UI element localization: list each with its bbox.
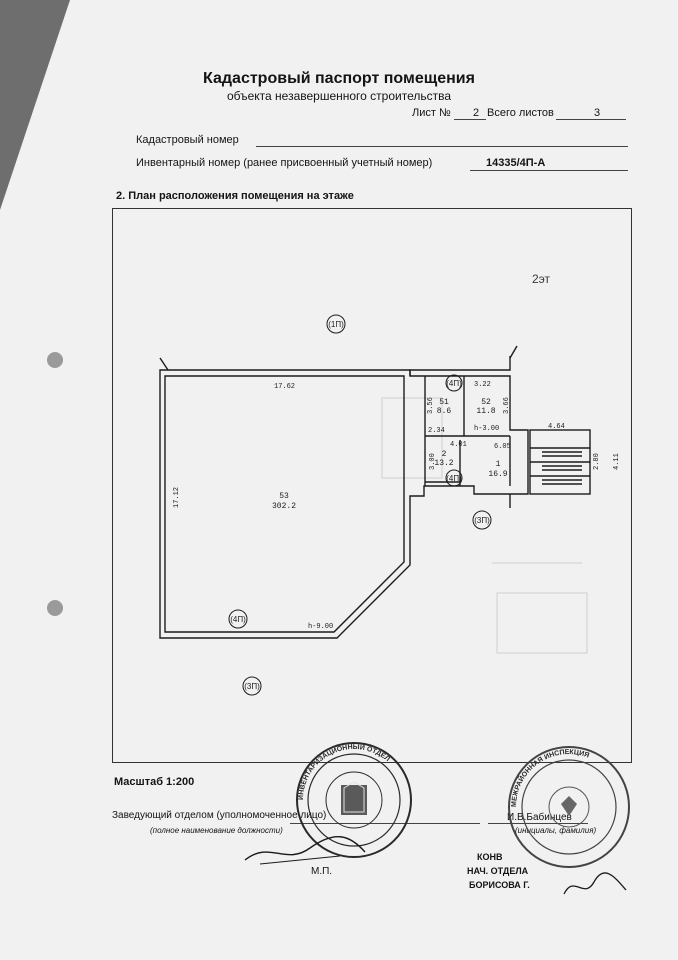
room-number: 2: [441, 450, 447, 459]
section-heading: 2. План расположения помещения на этаже: [116, 190, 354, 202]
dimension-label: 4.11: [613, 453, 621, 470]
dimension-label: 3.00: [429, 453, 437, 470]
floor-plan-frame: [112, 208, 632, 763]
inventory-hint: (ранее присвоенный учетный номер): [243, 157, 433, 169]
cadastral-label: Кадастровый номер: [136, 134, 239, 146]
stamp-text-3: БОРИСОВА Г.: [469, 880, 530, 890]
punch-hole: [47, 352, 63, 368]
head-label: Заведующий отделом (уполномоченное лицо): [112, 810, 327, 821]
seal-text: ИНВЕНТАРИЗАЦИОННЫЙ ОТДЕЛ: [297, 743, 391, 801]
stamp-text-1: КОНВ: [477, 852, 503, 862]
dimension-label: 2.80: [593, 453, 601, 470]
doc-title: Кадастровый паспорт помещения: [203, 70, 475, 87]
dimension-label: h-3.00: [474, 425, 500, 433]
floor-plan: [112, 208, 632, 763]
floor-label: 2эт: [532, 272, 551, 286]
sheet-number: 2: [473, 107, 480, 119]
dimension-label: 6.05: [494, 443, 511, 451]
dimension-label: 2.34: [428, 427, 445, 435]
stamp-place-label: М.П.: [311, 866, 333, 877]
stamp-text-2: НАЧ. ОТДЕЛА: [467, 866, 529, 876]
handwritten-signature: [560, 866, 630, 906]
room-number: 51: [439, 398, 449, 407]
wall-type-label: (3П): [474, 516, 490, 525]
total-label: Всего листов: [487, 107, 554, 119]
tax-seal: [506, 744, 632, 870]
folded-corner: [0, 0, 70, 210]
room-number: 53: [279, 492, 289, 501]
cadastral-line: [256, 146, 628, 147]
room-area: 13.2: [434, 459, 454, 468]
room-number: 52: [481, 398, 491, 407]
signer-name: И.В.Бабинцев: [507, 812, 572, 823]
position-hint: (полное наименование должности): [150, 826, 283, 835]
room-area: 302.2: [271, 502, 297, 511]
dimension-label: 3.56: [427, 397, 435, 414]
punch-hole: [47, 600, 63, 616]
dimension-label: 3.22: [474, 381, 491, 389]
inventory-line: [470, 170, 628, 171]
top-wall: [410, 356, 510, 376]
doc-subtitle: объекта незавершенного строительства: [226, 89, 452, 103]
total-line: [556, 119, 626, 120]
room-number: 1: [495, 460, 501, 469]
wall-type-label: (1П): [328, 320, 344, 329]
sheet-line: [454, 119, 486, 120]
dimension-label: h-9.00: [308, 623, 334, 631]
sheet-label: Лист №: [412, 107, 451, 119]
seal-text: МЕЖРАЙОННАЯ ИНСПЕКЦИЯ: [510, 748, 590, 808]
dimension-label: 17.62: [274, 383, 296, 391]
room-area: 8.6: [436, 407, 452, 416]
wall-type-label: (3П): [244, 682, 260, 691]
handwritten-signature: [240, 830, 370, 870]
wall-end: [160, 358, 168, 370]
ghost-stair: [497, 593, 587, 653]
dimension-label: 4.64: [548, 423, 565, 431]
total-number: 3: [594, 107, 601, 119]
dimension-label: 3.66: [503, 397, 511, 414]
scale-label: Масштаб 1:200: [114, 776, 195, 788]
wall-type-label: (4П): [446, 379, 462, 388]
outer-wall: [160, 370, 528, 638]
wall-type-label: (4П): [446, 474, 462, 483]
initials-hint: (инициалы, фамилия): [515, 826, 597, 835]
wall-end: [510, 346, 517, 358]
dimension-label: 4.01: [450, 441, 467, 449]
wall-type-label: (4П): [230, 615, 246, 624]
inventory-label: Инвентарный номер (ранее присвоенный учетный номер): [136, 157, 433, 169]
inventory-value: 14335/4П-А: [486, 157, 546, 169]
room-area: 16.9: [488, 470, 508, 479]
room-area: 11.8: [476, 407, 496, 416]
dimension-label: 17.12: [173, 486, 181, 508]
